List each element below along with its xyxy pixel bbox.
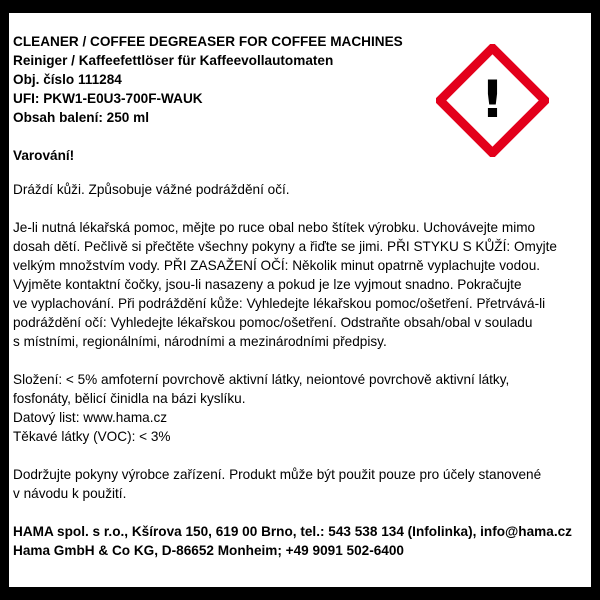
package-content: Obsah balení: 250 ml <box>13 110 149 125</box>
contact-block <box>13 522 593 560</box>
precaution-line: Je-li nutná lékařská pomoc, mějte po ruce obal nebo štítek výrobku. Uchovávejte mimo <box>13 220 536 235</box>
voc-line: Těkavé látky (VOC): < 3% <box>13 429 171 444</box>
contact-line-cz: HAMA spol. s r.o., Kšírova 150, 619 00 Brno, tel.: 543 538 134 (Infolinka), info@hama.cz <box>13 524 572 539</box>
ufi-code: UFI: PKW1-E0U3-700F-WAUK <box>13 91 203 106</box>
precaution-line: dosah dětí. Pečlivě si přečtěte všechny pokyny a řiďte se jimi. PŘI STYKU S KŮŽÍ: Omyjte <box>13 239 557 254</box>
composition-line: fosfonáty, bělicí činidla na bázi kyslíku. <box>13 391 246 406</box>
product-title: CLEANER / COFFEE DEGREASER FOR COFFEE MACHINES <box>13 34 403 49</box>
signal-word: Varování! <box>13 148 75 163</box>
contact-line-de: Hama GmbH & Co KG, D-86652 Monheim; +49 9091 502-6400 <box>13 543 404 558</box>
precaution-line: s místními, regionálními, národními a mezinárodními předpisy. <box>13 334 387 349</box>
composition-block <box>13 370 593 446</box>
precaution-line: velkým množstvím vody. PŘI ZASAŽENÍ OČÍ: Několik minut opatrně vyplachujte vodou. <box>13 258 541 273</box>
usage-instructions <box>13 465 593 503</box>
instruction-line: Dodržujte pokyny výrobce zařízení. Produkt může být použit pouze pro účely stanovené <box>13 467 542 482</box>
exclamation-mark-diamond-icon <box>436 44 549 157</box>
precaution-line: Vyjměte kontaktní čočky, jsou-li nasazeny a pokud je lze vyjmout snadno. Pokračujte <box>13 277 522 292</box>
instruction-line: v návodu k použití. <box>13 486 127 501</box>
precautionary-statements <box>13 218 593 351</box>
exclamation-symbol: ! <box>480 70 505 130</box>
composition-line: Složení: < 5% amfoterní povrchově aktivní látky, neiontové povrchově aktivní látky, <box>13 372 510 387</box>
datasheet-line: Datový list: www.hama.cz <box>13 410 168 425</box>
precaution-line: podráždění očí: Vyhledejte lékařskou pomoc/ošetření. Odstraňte obsah/obal v souladu <box>13 315 533 330</box>
hazard-statement: Dráždí kůži. Způsobuje vážné podráždění očí. <box>13 182 290 197</box>
order-number: Obj. číslo 111284 <box>13 72 122 87</box>
product-subtitle-de: Reiniger / Kaffeefettlöser für Kaffeevollautomaten <box>13 53 334 68</box>
precaution-line: ve vyplachování. Při podráždění kůže: Vyhledejte lékařskou pomoc/ošetření. Přetrvává-li <box>13 296 546 311</box>
